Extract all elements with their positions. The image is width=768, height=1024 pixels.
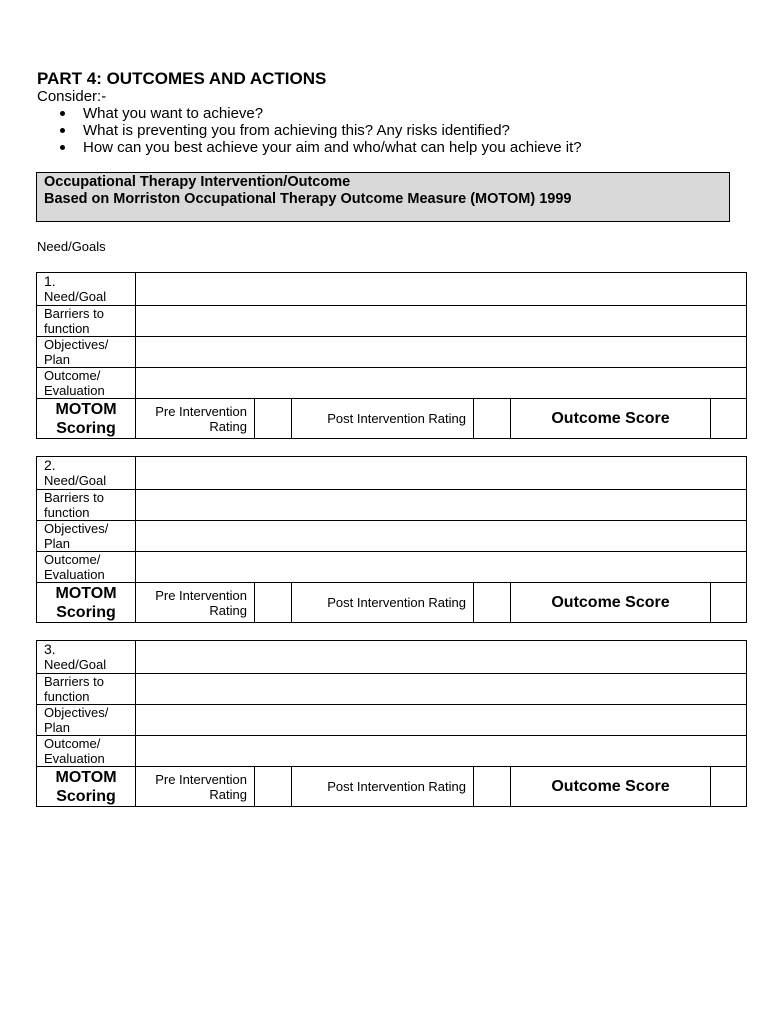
ot-intervention-header [36, 172, 730, 222]
outcome-score-field[interactable] [711, 767, 747, 807]
need-goal-label [37, 273, 136, 306]
barriers-label: Barriers to function [37, 674, 136, 705]
need-goal-field[interactable] [136, 457, 747, 490]
bullet-icon [60, 111, 65, 116]
pre-intervention-label: Pre Intervention Rating [136, 767, 255, 807]
barriers-field[interactable] [136, 490, 747, 521]
post-intervention-label: Post Intervention Rating [292, 767, 474, 807]
consider-item [60, 105, 740, 122]
row-label-text: Need/Goal [44, 657, 107, 672]
outcome-score-label: Outcome Score [511, 767, 711, 807]
barriers-field[interactable] [136, 674, 747, 705]
pre-intervention-field[interactable] [255, 583, 292, 623]
table-row [37, 736, 747, 767]
objectives-label: Objectives/ Plan [37, 521, 136, 552]
outcome-score-field[interactable] [711, 399, 747, 439]
outcome-score-label: Outcome Score [511, 583, 711, 623]
outcome-label: Outcome/ Evaluation [37, 552, 136, 583]
table-row [37, 767, 747, 807]
ot-header-line2: Based on Morriston Occupational Therapy Outcome Measure (MOTOM) 1999 [44, 191, 572, 207]
table-row [37, 306, 747, 337]
table-row [37, 368, 747, 399]
table-row [37, 490, 747, 521]
pre-intervention-label: Pre Intervention Rating [136, 583, 255, 623]
table-row [37, 337, 747, 368]
outcome-label: Outcome/ Evaluation [37, 368, 136, 399]
objectives-label: Objectives/ Plan [37, 337, 136, 368]
bullet-icon [60, 128, 65, 133]
motom-scoring-label: MOTOM Scoring [37, 767, 136, 807]
motom-scoring-label: MOTOM Scoring [37, 399, 136, 439]
table-row [37, 705, 747, 736]
consider-item-text: What is preventing you from achieving this? Any risks identified? [83, 122, 510, 139]
goal-number: 2. [44, 457, 56, 473]
table-row [37, 521, 747, 552]
motom-scoring-label: MOTOM Scoring [37, 583, 136, 623]
row-label-text: Need/Goal [44, 289, 107, 304]
outcome-label: Outcome/ Evaluation [37, 736, 136, 767]
pre-intervention-label: Pre Intervention Rating [136, 399, 255, 439]
post-intervention-field[interactable] [474, 583, 511, 623]
table-row [37, 583, 747, 623]
post-intervention-field[interactable] [474, 399, 511, 439]
outcome-score-label: Outcome Score [511, 399, 711, 439]
barriers-field[interactable] [136, 306, 747, 337]
bullet-icon [60, 145, 65, 150]
barriers-label: Barriers to function [37, 490, 136, 521]
post-intervention-label: Post Intervention Rating [292, 399, 474, 439]
consider-list [60, 105, 740, 156]
need-goal-label [37, 641, 136, 674]
row-label-text: Need/Goal [44, 473, 107, 488]
post-intervention-label: Post Intervention Rating [292, 583, 474, 623]
outcome-field[interactable] [136, 552, 747, 583]
goal-number: 3. [44, 641, 56, 657]
need-goal-label [37, 457, 136, 490]
goal-number: 1. [44, 273, 56, 289]
objectives-label: Objectives/ Plan [37, 705, 136, 736]
consider-item [60, 139, 740, 156]
goal-table-3 [36, 640, 747, 807]
need-goal-field[interactable] [136, 641, 747, 674]
objectives-field[interactable] [136, 521, 747, 552]
objectives-field[interactable] [136, 337, 747, 368]
goal-table-2 [36, 456, 747, 623]
objectives-field[interactable] [136, 705, 747, 736]
table-row [37, 457, 747, 490]
part-title: PART 4: OUTCOMES AND ACTIONS [37, 69, 327, 88]
consider-item-text: How can you best achieve your aim and who/what can help you achieve it? [83, 139, 582, 156]
goal-table-1 [36, 272, 747, 439]
outcome-field[interactable] [136, 736, 747, 767]
need-goals-label: Need/Goals [37, 239, 106, 254]
consider-item-text: What you want to achieve? [83, 105, 264, 122]
pre-intervention-field[interactable] [255, 767, 292, 807]
outcome-score-field[interactable] [711, 583, 747, 623]
table-row [37, 399, 747, 439]
table-row [37, 273, 747, 306]
consider-item [60, 122, 740, 139]
need-goal-field[interactable] [136, 273, 747, 306]
table-row [37, 641, 747, 674]
pre-intervention-field[interactable] [255, 399, 292, 439]
ot-header-line1: Occupational Therapy Intervention/Outcome [44, 174, 351, 190]
barriers-label: Barriers to function [37, 306, 136, 337]
table-row [37, 674, 747, 705]
table-row [37, 552, 747, 583]
post-intervention-field[interactable] [474, 767, 511, 807]
consider-label: Consider:- [37, 88, 107, 105]
outcome-field[interactable] [136, 368, 747, 399]
